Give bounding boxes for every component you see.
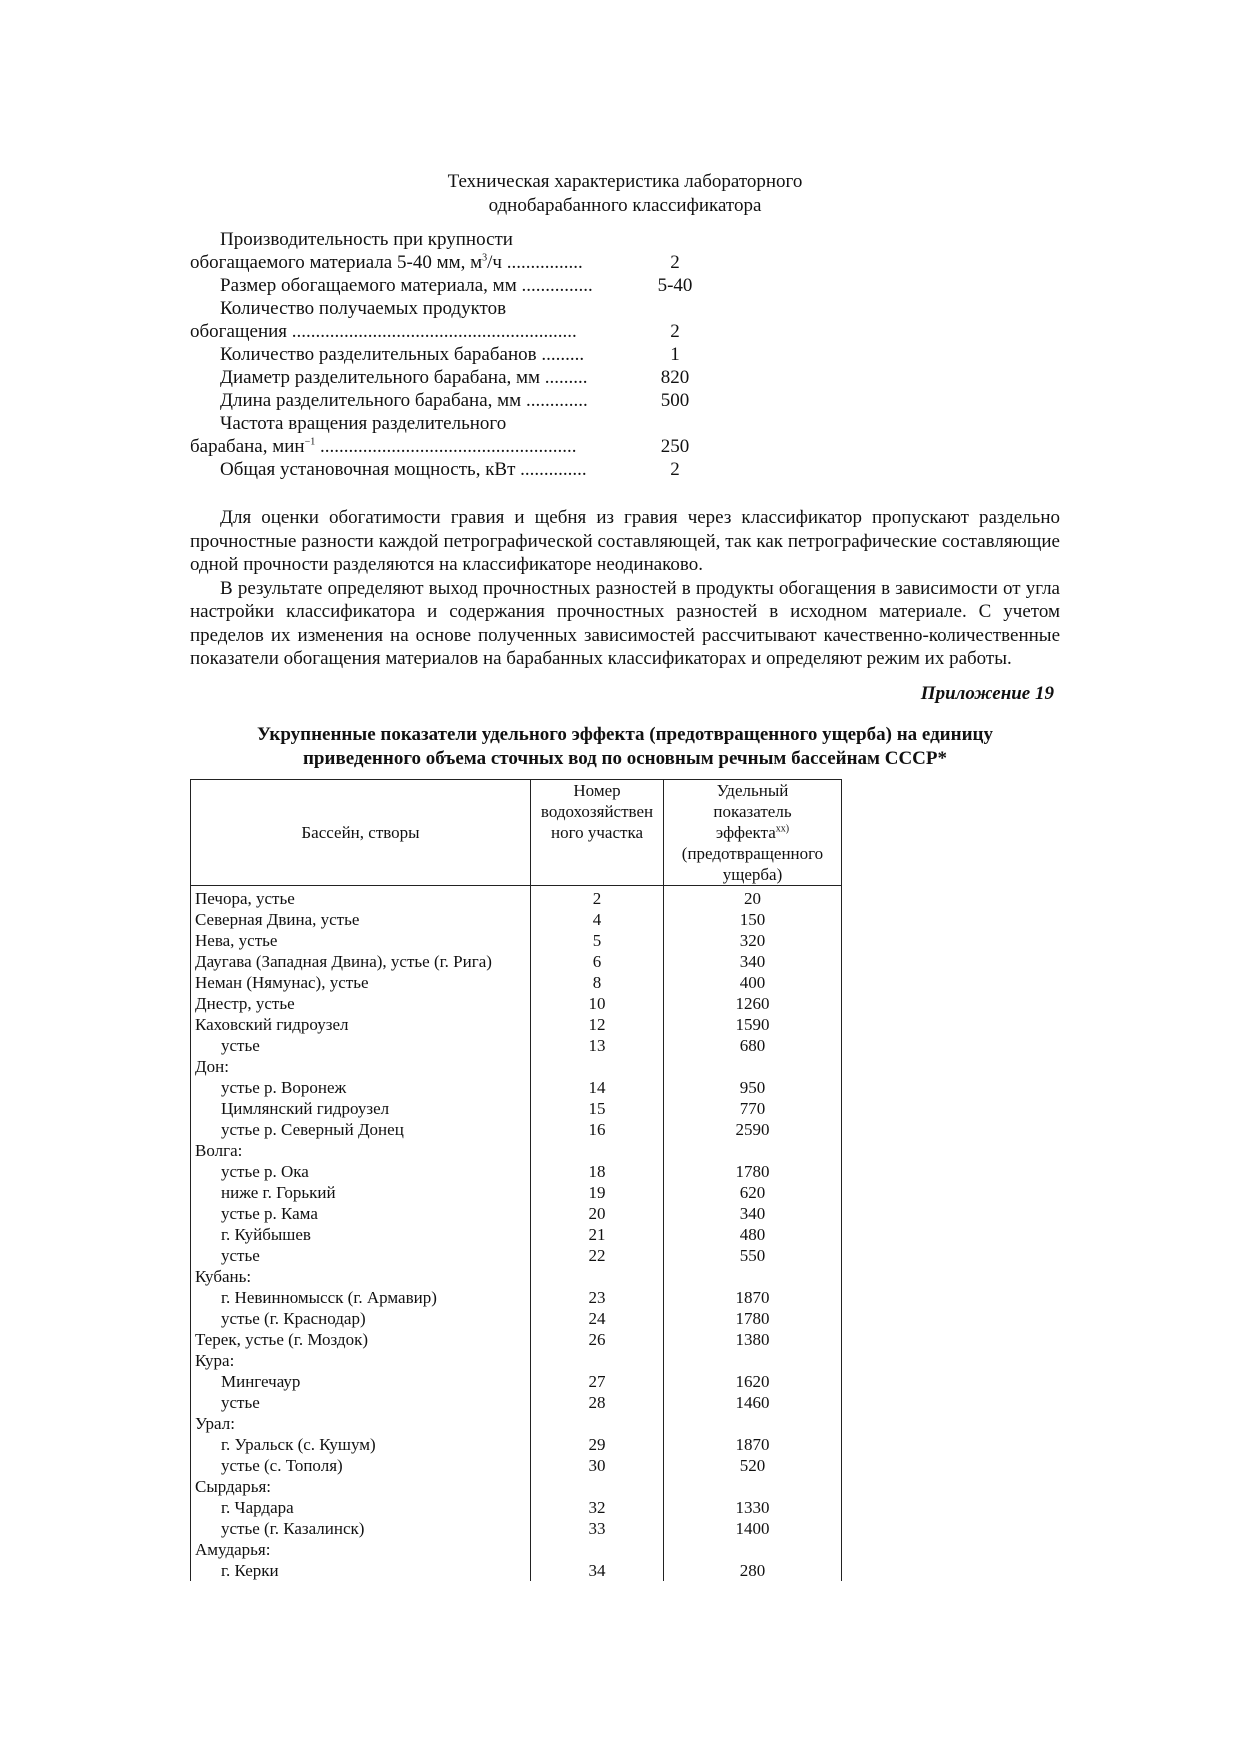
table-row	[191, 1203, 842, 1224]
cell-section: 5	[531, 930, 664, 951]
table-row	[191, 1308, 842, 1329]
cell-effect: 550	[664, 1245, 842, 1266]
cell-effect: 1870	[664, 1287, 842, 1308]
cell-basin: Печора, устье	[191, 885, 531, 909]
cell-effect: 950	[664, 1077, 842, 1098]
table-row	[191, 1287, 842, 1308]
header-basin: Бассейн, створы	[191, 779, 531, 885]
spec-value: 1	[670, 344, 680, 365]
cell-effect: 280	[664, 1560, 842, 1581]
spec-row	[190, 274, 710, 297]
cell-section	[531, 1350, 664, 1371]
appendix-label: Приложение 19	[920, 682, 1054, 704]
cell-effect: 1460	[664, 1392, 842, 1413]
spec-row	[190, 412, 710, 458]
cell-section: 28	[531, 1392, 664, 1413]
cell-effect	[664, 1350, 842, 1371]
table-row	[191, 1245, 842, 1266]
table-row	[191, 1056, 842, 1077]
cell-basin: г. Куйбышев	[191, 1224, 531, 1245]
cell-basin: Сырдарья:	[191, 1476, 531, 1497]
cell-effect: 620	[664, 1182, 842, 1203]
table-row	[191, 1035, 842, 1056]
table-row	[191, 1560, 842, 1581]
table-row	[191, 1434, 842, 1455]
cell-basin: Терек, устье (г. Моздок)	[191, 1329, 531, 1350]
spec-row	[190, 297, 710, 343]
cell-effect: 320	[664, 930, 842, 951]
spec-row	[190, 458, 710, 481]
table-row	[191, 885, 842, 909]
table-row	[191, 972, 842, 993]
spec-row	[190, 389, 710, 412]
cell-section	[531, 1056, 664, 1077]
cell-basin: Каховский гидроузел	[191, 1014, 531, 1035]
table-body	[191, 885, 842, 1581]
table-title	[190, 723, 1060, 771]
cell-section: 26	[531, 1329, 664, 1350]
spec-label: Размер обогащаемого материала, мм ...............	[220, 275, 593, 296]
cell-effect: 1260	[664, 993, 842, 1014]
cell-basin: г. Невинномысск (г. Армавир)	[191, 1287, 531, 1308]
spec-value: 250	[660, 436, 690, 457]
cell-section	[531, 1266, 664, 1287]
spec-value: 2	[670, 252, 680, 273]
cell-section: 4	[531, 909, 664, 930]
cell-effect: 1330	[664, 1497, 842, 1518]
spec-value: 2	[670, 321, 680, 342]
cell-effect: 340	[664, 1203, 842, 1224]
spec-title-line1: Техническая характеристика лабораторного	[447, 171, 803, 192]
cell-basin: Нева, устье	[191, 930, 531, 951]
cell-section: 8	[531, 972, 664, 993]
spec-title-line2: однобарабанного классификатора	[488, 195, 762, 216]
table-row	[191, 1413, 842, 1434]
cell-effect: 1780	[664, 1161, 842, 1182]
cell-section	[531, 1413, 664, 1434]
cell-basin: устье	[191, 1245, 531, 1266]
table-row	[191, 1350, 842, 1371]
paragraph-2: В результате определяют выход прочностных разностей в продукты обогащения в зависимости от угла настройки классификатора и содержания прочностных разностей в исходном материале. С учетом пределов их изменения на основе полученных зависимостей рассчитывают качественно-количественные показатели обогащения материалов на барабанных классификаторах и определяют режим их работы.	[190, 577, 1060, 669]
cell-effect: 680	[664, 1035, 842, 1056]
table-row	[191, 1014, 842, 1035]
cell-section: 32	[531, 1497, 664, 1518]
cell-basin: Кура:	[191, 1350, 531, 1371]
cell-effect: 2590	[664, 1119, 842, 1140]
cell-basin: Даугава (Западная Двина), устье (г. Рига)	[191, 951, 531, 972]
document-page	[190, 170, 1060, 1581]
cell-section	[531, 1539, 664, 1560]
table-row	[191, 1539, 842, 1560]
cell-section: 16	[531, 1119, 664, 1140]
cell-section: 19	[531, 1182, 664, 1203]
cell-section: 6	[531, 951, 664, 972]
table-row	[191, 1329, 842, 1350]
table-row	[191, 1098, 842, 1119]
cell-section: 29	[531, 1434, 664, 1455]
spec-label: Частота вращения разделительного барабана, мин$^{-1}$ ......................................................	[190, 413, 577, 457]
cell-section: 23	[531, 1287, 664, 1308]
cell-effect: 20	[664, 885, 842, 909]
cell-effect: 150	[664, 909, 842, 930]
spec-value: 5-40	[657, 275, 693, 296]
cell-basin: устье р. Северный Донец	[191, 1119, 531, 1140]
cell-section: 15	[531, 1098, 664, 1119]
table-title-line1: Укрупненные показатели удельного эффекта (предотвращенного ущерба) на единицу	[257, 723, 993, 745]
cell-basin: г. Уральск (с. Кушум)	[191, 1434, 531, 1455]
table-title-line2: приведенного объема сточных вод по основным речным бассейнам СССР*	[302, 747, 947, 769]
spec-value: 500	[660, 390, 690, 411]
cell-basin: устье	[191, 1035, 531, 1056]
table-row	[191, 909, 842, 930]
cell-effect: 1870	[664, 1434, 842, 1455]
cell-effect: 770	[664, 1098, 842, 1119]
cell-basin: Цимлянский гидроузел	[191, 1098, 531, 1119]
table-row	[191, 1455, 842, 1476]
cell-basin: Северная Двина, устье	[191, 909, 531, 930]
cell-section: 10	[531, 993, 664, 1014]
spec-label: Общая установочная мощность, кВт ..............	[220, 459, 587, 480]
spec-value: 2	[670, 459, 680, 480]
table-row	[191, 1161, 842, 1182]
cell-basin: устье р. Воронеж	[191, 1077, 531, 1098]
spec-label: Количество получаемых продуктов обогащения ............................................................	[190, 298, 577, 342]
table-row	[191, 1140, 842, 1161]
cell-basin: устье (г. Казалинск)	[191, 1518, 531, 1539]
table-row	[191, 1182, 842, 1203]
cell-effect: 1780	[664, 1308, 842, 1329]
cell-section: 2	[531, 885, 664, 909]
cell-basin: Волга:	[191, 1140, 531, 1161]
cell-basin: Урал:	[191, 1413, 531, 1434]
cell-section: 20	[531, 1203, 664, 1224]
cell-basin: устье р. Кама	[191, 1203, 531, 1224]
header-section: Номер водохозяйствен ного участка	[531, 779, 664, 885]
spec-label: Диаметр разделительного барабана, мм .........	[220, 367, 588, 388]
table-row	[191, 1518, 842, 1539]
cell-basin: ниже г. Горький	[191, 1182, 531, 1203]
spec-row	[190, 366, 710, 389]
cell-effect	[664, 1539, 842, 1560]
cell-section: 30	[531, 1455, 664, 1476]
spec-label: Количество разделительных барабанов .........	[220, 344, 585, 365]
table-row	[191, 1371, 842, 1392]
table-row	[191, 1224, 842, 1245]
table-row	[191, 1497, 842, 1518]
basins-table	[190, 779, 842, 1581]
cell-effect: 1590	[664, 1014, 842, 1035]
cell-basin: г. Керки	[191, 1560, 531, 1581]
table-row	[191, 993, 842, 1014]
cell-effect: 340	[664, 951, 842, 972]
table-row	[191, 1119, 842, 1140]
cell-section: 27	[531, 1371, 664, 1392]
spec-row	[190, 343, 710, 366]
cell-section: 12	[531, 1014, 664, 1035]
cell-effect: 1400	[664, 1518, 842, 1539]
spec-title	[190, 170, 1060, 218]
table-row	[191, 1392, 842, 1413]
cell-basin: устье (г. Краснодар)	[191, 1308, 531, 1329]
cell-basin: Днестр, устье	[191, 993, 531, 1014]
paragraph-1: Для оценки обогатимости гравия и щебня из гравия через классификатор пропускают раздельно прочностные разности каждой петрографической составляющей, так как петрографические составляющие одной прочности разделяются на классификаторе неодинаково.	[190, 507, 1060, 575]
cell-basin: Дон:	[191, 1056, 531, 1077]
cell-basin: Мингечаур	[191, 1371, 531, 1392]
cell-effect: 480	[664, 1224, 842, 1245]
cell-basin: устье р. Ока	[191, 1161, 531, 1182]
cell-effect	[664, 1266, 842, 1287]
table-header-row	[191, 779, 842, 885]
table-row	[191, 1077, 842, 1098]
table-row	[191, 930, 842, 951]
header-effect: Удельный показатель эффекта$^{xx)}$ (предотвращенного ущерба)	[664, 779, 842, 885]
cell-effect: 400	[664, 972, 842, 993]
cell-section: 24	[531, 1308, 664, 1329]
cell-section: 33	[531, 1518, 664, 1539]
cell-basin: г. Чардара	[191, 1497, 531, 1518]
cell-effect: 1380	[664, 1329, 842, 1350]
cell-section: 18	[531, 1161, 664, 1182]
cell-effect	[664, 1140, 842, 1161]
cell-effect: 1620	[664, 1371, 842, 1392]
cell-section: 34	[531, 1560, 664, 1581]
cell-basin: Неман (Нямунас), устье	[191, 972, 531, 993]
cell-section: 22	[531, 1245, 664, 1266]
spec-label: Производительность при крупности обогащаемого материала 5-40 мм, $м^3/ч$ ................	[190, 229, 583, 273]
spec-value: 820	[660, 367, 690, 388]
cell-basin: Кубань:	[191, 1266, 531, 1287]
cell-section	[531, 1476, 664, 1497]
cell-effect	[664, 1413, 842, 1434]
cell-section	[531, 1140, 664, 1161]
spec-row	[190, 228, 710, 274]
cell-section: 14	[531, 1077, 664, 1098]
cell-section: 21	[531, 1224, 664, 1245]
table-row	[191, 951, 842, 972]
cell-section: 13	[531, 1035, 664, 1056]
cell-basin: устье (с. Тополя)	[191, 1455, 531, 1476]
table-row	[191, 1266, 842, 1287]
spec-label: Длина разделительного барабана, мм .............	[220, 390, 588, 411]
spec-list	[190, 228, 710, 481]
cell-basin: устье	[191, 1392, 531, 1413]
cell-effect	[664, 1476, 842, 1497]
cell-basin: Амударья:	[191, 1539, 531, 1560]
table-row	[191, 1476, 842, 1497]
cell-effect	[664, 1056, 842, 1077]
cell-effect: 520	[664, 1455, 842, 1476]
